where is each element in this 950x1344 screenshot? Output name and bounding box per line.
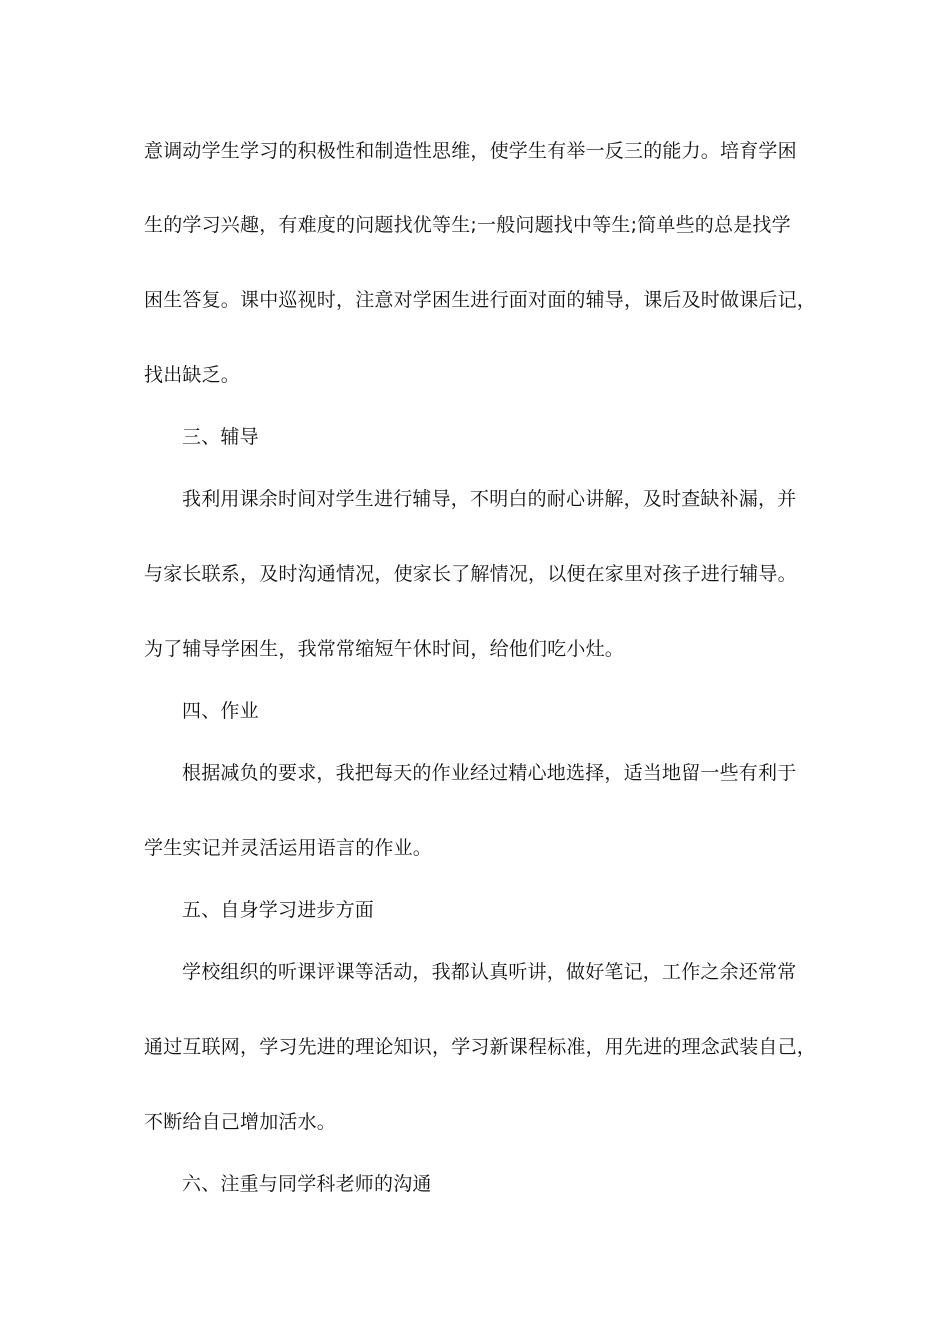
text-line: 根据减负的要求，我把每天的作业经过精心地选择，适当地留一些有利于 [182, 762, 797, 784]
text-line: 生的学习兴趣，有难度的问题找优等生;一般问题找中等生;简单些的总是找学 [144, 214, 791, 236]
text-line: 为了辅导学困生，我常常缩短午休时间，给他们吃小灶。 [144, 638, 625, 660]
section-heading: 五、自身学习进步方面 [182, 899, 375, 921]
text-line: 我利用课余时间对学生进行辅导，不明白的耐心讲解，及时查缺补漏，并 [182, 488, 797, 510]
text-line: 找出缺乏。 [144, 364, 241, 386]
section-heading: 六、注重与同学科老师的沟通 [182, 1173, 432, 1195]
section-heading: 四、作业 [182, 700, 259, 722]
text-line: 不断给自己增加活水。 [144, 1111, 337, 1133]
text-line: 与家长联系，及时沟通情况，使家长了解情况，以便在家里对孩子进行辅导。 [144, 563, 797, 585]
section-heading: 三、辅导 [182, 426, 259, 448]
text-line: 学生实记并灵活运用语言的作业。 [144, 837, 433, 859]
text-line: 学校组织的听课评课等活动，我都认真听讲，做好笔记，工作之余还常常 [182, 961, 797, 983]
text-line: 困生答复。课中巡视时，注意对学困生进行面对面的辅导，课后及时做课后记， [144, 289, 817, 311]
text-line: 意调动学生学习的积极性和制造性思维，使学生有举一反三的能力。培育学困 [144, 140, 797, 162]
text-line: 通过互联网，学习先进的理论知识，学习新课程标准，用先进的理念武装自己， [144, 1036, 817, 1058]
